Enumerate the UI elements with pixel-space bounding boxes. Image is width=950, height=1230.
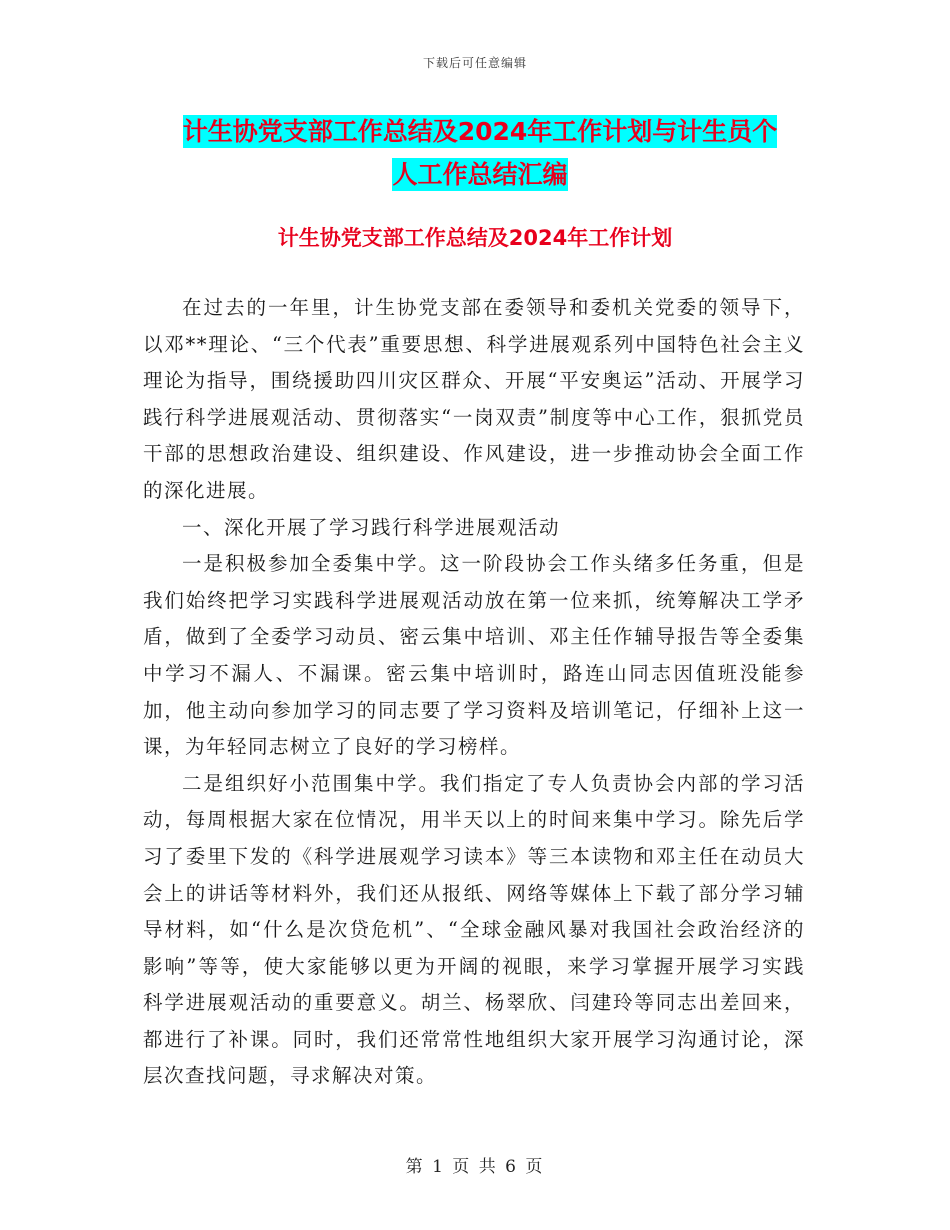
paragraph-heading-1: 一、深化开展了学习践行科学进展观活动 bbox=[182, 515, 561, 539]
page-footer: 第 1 页 共 6 页 bbox=[405, 1157, 545, 1177]
paragraph-intro: 在过去的一年里，计生协党支部在委领导和委机关党委的领导下，以邓**理论、“三个代表”重要思想、科学进展观系列中国特色社会主义理论为指导，围绕援助四川灾区群众、开展“平安奥运”活动、开展学习践行科学进展观活动、贯彻落实“一岗双责”制度等中心工作，狠抓党员干部的思想政治建设、组织建设、作风建设，进一步推动协会全面工作的深化进展。 bbox=[143, 296, 805, 502]
title-line-2: 人工作总结汇编 bbox=[392, 160, 568, 189]
paragraph-point-2: 二是组织好小范围集中学。我们指定了专人负责协会内部的学习活动，每周根据大家在位情况，用半天以上的时间来集中学习。除先后学习了委里下发的《科学进展观学习读本》等三本读物和邓主任在动员大会上的讲话等材料外，我们还从报纸、网络等媒体上下载了部分学习辅导材料，如“什么是次贷危机”、“全球金融风暴对我国社会政治经济的影响”等等，使大家能够以更为开阔的视眼，来学习掌握开展学习实践科学进展观活动的重要意义。胡兰、杨翠欣、闫建玲等同志出差回来，都进行了补课。同时，我们还常常性地组织大家开展学习沟通讨论，深层次查找问题，寻求解决对策。 bbox=[143, 771, 805, 1088]
document-title bbox=[140, 110, 820, 196]
section-title: 计生协党支部工作总结及2024年工作计划 bbox=[277, 226, 673, 250]
document-body bbox=[143, 290, 805, 1095]
paragraph-point-1: 一是积极参加全委集中学。这一阶段协会工作头绪多任务重，但是我们始终把学习实践科学进展观活动放在第一位来抓，统筹解决工学矛盾，做到了全委学习动员、密云集中培训、邓主任作辅导报告等全委集中学习不漏人、不漏课。密云集中培训时，路连山同志因值班没能参加，他主动向参加学习的同志要了学习资料及培训笔记，仔细补上这一课，为年轻同志树立了良好的学习榜样。 bbox=[143, 552, 805, 759]
header-note: 下载后可任意编辑 bbox=[422, 56, 527, 70]
title-line-1: 计生协党支部工作总结及2024年工作计划与计生员个 bbox=[182, 117, 778, 146]
